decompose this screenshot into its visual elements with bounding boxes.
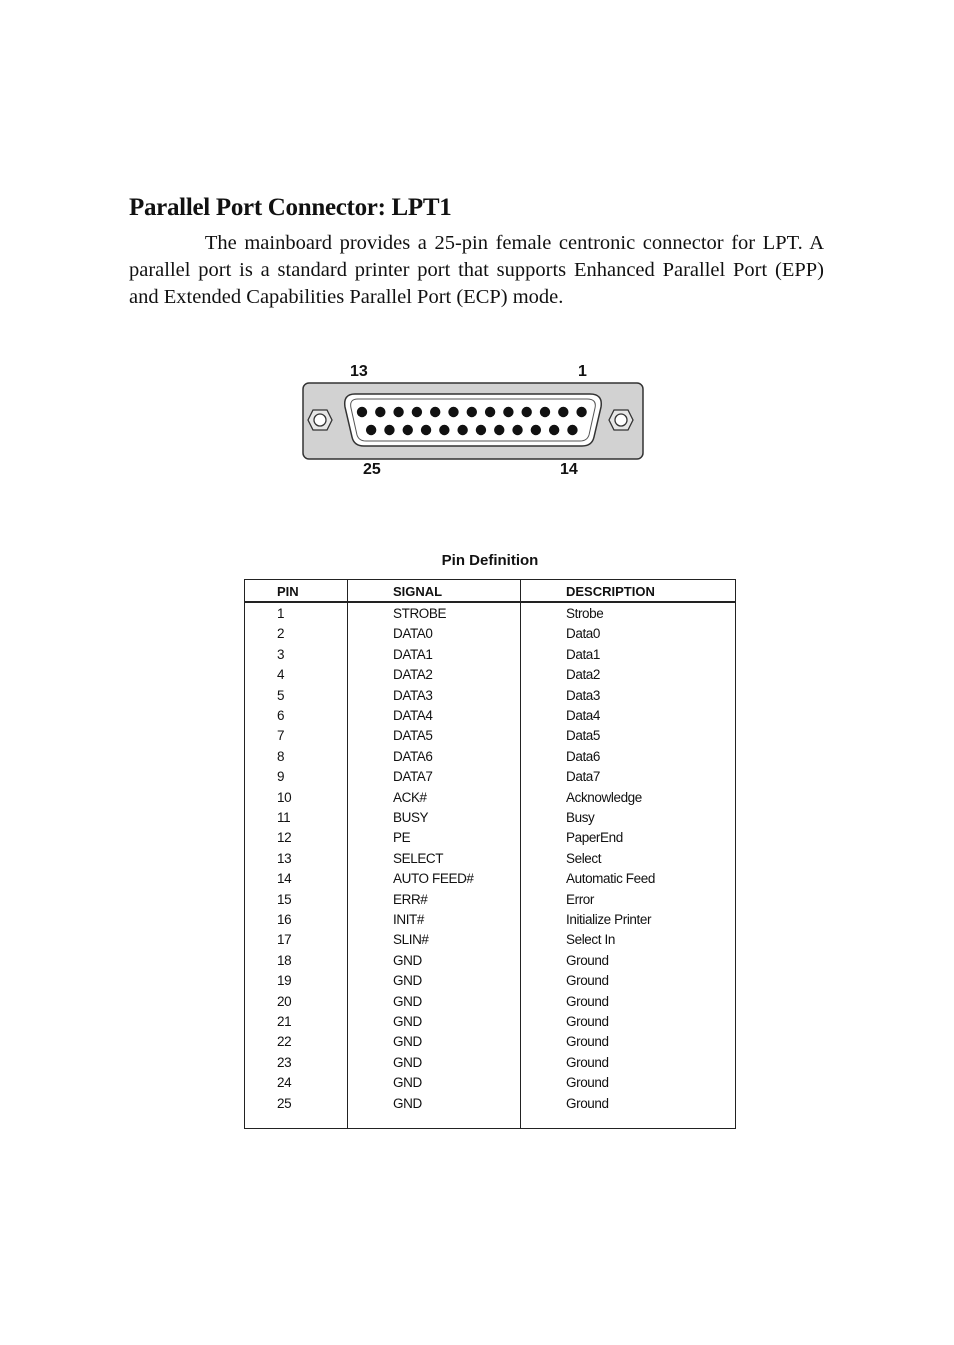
table-row bbox=[245, 790, 735, 810]
signal-description: Automatic Feed bbox=[566, 871, 655, 887]
pin-hole bbox=[522, 407, 532, 417]
pin-hole bbox=[439, 425, 449, 435]
signal-description: Error bbox=[566, 891, 594, 907]
signal-name: DATA5 bbox=[393, 728, 433, 744]
pin-hole bbox=[430, 407, 440, 417]
pin-hole bbox=[412, 407, 422, 417]
header-signal: SIGNAL bbox=[393, 584, 443, 599]
table-row bbox=[245, 1096, 735, 1116]
signal-description: Select bbox=[566, 850, 602, 866]
signal-name: BUSY bbox=[393, 810, 429, 825]
pin-number: 17 bbox=[277, 932, 292, 948]
pin-number: 25 bbox=[277, 1095, 292, 1111]
pin-hole bbox=[448, 407, 458, 417]
signal-description: Strobe bbox=[566, 606, 604, 621]
pin-hole bbox=[375, 407, 385, 417]
table-row bbox=[245, 647, 735, 667]
signal-name: PE bbox=[393, 830, 411, 846]
signal-description: Ground bbox=[566, 1034, 609, 1050]
pin-number: 14 bbox=[277, 871, 292, 887]
signal-description: Data7 bbox=[566, 769, 601, 785]
signal-name: GND bbox=[393, 973, 422, 989]
signal-name: GND bbox=[393, 1095, 422, 1111]
table-row bbox=[245, 912, 735, 932]
pin-number: 13 bbox=[277, 850, 292, 866]
signal-description: PaperEnd bbox=[566, 830, 623, 846]
table-row bbox=[245, 606, 735, 626]
signal-description: Ground bbox=[566, 993, 609, 1009]
signal-name: GND bbox=[393, 952, 422, 968]
pin-hole bbox=[540, 407, 550, 417]
signal-name: AUTO FEED# bbox=[393, 871, 474, 887]
signal-name: GND bbox=[393, 1014, 422, 1029]
pin-hole bbox=[357, 407, 367, 417]
pin-number: 9 bbox=[277, 769, 285, 785]
signal-name: SELECT bbox=[393, 850, 444, 866]
pin-number: 11 bbox=[277, 810, 291, 825]
pin-number: 20 bbox=[277, 993, 292, 1009]
pin-hole bbox=[567, 425, 577, 435]
header-description: DESCRIPTION bbox=[566, 584, 655, 599]
table-title: Pin Definition bbox=[441, 552, 539, 569]
signal-name: SLIN# bbox=[393, 932, 429, 948]
signal-description: Ground bbox=[566, 1014, 609, 1029]
signal-description: Initialize Printer bbox=[566, 912, 652, 927]
table-row bbox=[245, 810, 735, 830]
signal-name: DATA6 bbox=[393, 748, 433, 764]
table-row bbox=[245, 1055, 735, 1075]
pin-number: 5 bbox=[277, 687, 285, 703]
pin-hole bbox=[467, 407, 477, 417]
table-row bbox=[245, 994, 735, 1014]
intro-paragraph: The mainboard provides a 25-pin female centronic connector for LPT. A parallel port is a standard printer port that supports Enhanced Parallel Port (EPP) and Extended Capabilities Parallel Port (ECP) mode. bbox=[129, 232, 824, 308]
signal-name: STROBE bbox=[393, 606, 447, 621]
table-header-row bbox=[245, 580, 735, 603]
pin-hole bbox=[503, 407, 513, 417]
pin-hole bbox=[384, 425, 394, 435]
table-row bbox=[245, 892, 735, 912]
signal-description: Ground bbox=[566, 973, 609, 989]
table-row bbox=[245, 973, 735, 993]
pin-hole bbox=[421, 425, 431, 435]
signal-name: DATA1 bbox=[393, 646, 433, 662]
pin-hole bbox=[457, 425, 467, 435]
signal-name: DATA3 bbox=[393, 687, 433, 703]
pin-hole bbox=[485, 407, 495, 417]
signal-description: Data4 bbox=[566, 708, 601, 723]
pin-hole bbox=[476, 425, 486, 435]
table-row bbox=[245, 953, 735, 973]
pin-hole bbox=[512, 425, 522, 435]
table-row bbox=[245, 932, 735, 952]
pin-number: 18 bbox=[277, 952, 292, 968]
signal-name: ACK# bbox=[393, 789, 427, 805]
table-row bbox=[245, 708, 735, 728]
table-row bbox=[245, 728, 735, 748]
pin-label-13: 13 bbox=[350, 363, 368, 380]
pin-definition-table bbox=[244, 579, 736, 1129]
lpt-connector-diagram bbox=[300, 360, 646, 485]
pin-number: 12 bbox=[277, 830, 292, 846]
pin-label-1: 1 bbox=[578, 363, 587, 380]
pin-number: 2 bbox=[277, 626, 285, 642]
signal-name: GND bbox=[393, 1034, 422, 1050]
signal-description: Ground bbox=[566, 1054, 609, 1070]
signal-name: GND bbox=[393, 1054, 422, 1070]
signal-name: ERR# bbox=[393, 891, 428, 907]
pin-hole bbox=[558, 407, 568, 417]
pin-hole bbox=[403, 425, 413, 435]
signal-description: Data0 bbox=[566, 626, 601, 642]
table-row bbox=[245, 851, 735, 871]
signal-name: DATA2 bbox=[393, 667, 433, 683]
pin-number: 4 bbox=[277, 667, 285, 683]
signal-description: Select In bbox=[566, 932, 615, 948]
pin-number: 10 bbox=[277, 789, 292, 805]
signal-description: Data6 bbox=[566, 748, 601, 764]
pin-hole bbox=[549, 425, 559, 435]
pin-number: 21 bbox=[277, 1014, 292, 1029]
pin-number: 16 bbox=[277, 912, 292, 927]
table-row bbox=[245, 626, 735, 646]
pin-hole bbox=[576, 407, 586, 417]
signal-description: Acknowledge bbox=[566, 789, 642, 805]
pin-number: 15 bbox=[277, 891, 292, 907]
header-pin: PIN bbox=[277, 584, 299, 599]
signal-description: Data5 bbox=[566, 728, 601, 744]
table-row bbox=[245, 1034, 735, 1054]
connector-shell bbox=[300, 380, 646, 485]
pin-label-14: 14 bbox=[560, 461, 578, 478]
table-row bbox=[245, 871, 735, 891]
table-row bbox=[245, 769, 735, 789]
table-row bbox=[245, 749, 735, 769]
pin-number: 23 bbox=[277, 1054, 292, 1070]
signal-description: Ground bbox=[566, 1095, 609, 1111]
page-title: Parallel Port Connector: LPT1 bbox=[129, 194, 452, 221]
table-row bbox=[245, 1014, 735, 1034]
signal-description: Busy bbox=[566, 810, 595, 825]
pin-hole bbox=[531, 425, 541, 435]
pin-number: 24 bbox=[277, 1075, 292, 1091]
signal-name: GND bbox=[393, 1075, 422, 1091]
pin-number: 6 bbox=[277, 708, 285, 723]
table-row bbox=[245, 667, 735, 687]
pin-hole bbox=[494, 425, 504, 435]
signal-name: DATA0 bbox=[393, 626, 433, 642]
signal-name: DATA4 bbox=[393, 708, 433, 723]
pin-hole bbox=[366, 425, 376, 435]
signal-name: GND bbox=[393, 993, 422, 1009]
signal-description: Data3 bbox=[566, 687, 601, 703]
signal-name: INIT# bbox=[393, 912, 425, 927]
signal-description: Data2 bbox=[566, 667, 601, 683]
d-sub-socket bbox=[345, 394, 602, 446]
pin-number: 1 bbox=[277, 606, 285, 621]
signal-description: Data1 bbox=[566, 646, 601, 662]
signal-description: Ground bbox=[566, 952, 609, 968]
signal-name: DATA7 bbox=[393, 769, 433, 785]
table-row bbox=[245, 1075, 735, 1095]
table-row bbox=[245, 830, 735, 850]
table-row bbox=[245, 688, 735, 708]
pin-number: 22 bbox=[277, 1034, 292, 1050]
pin-label-25: 25 bbox=[363, 461, 381, 478]
signal-description: Ground bbox=[566, 1075, 609, 1091]
pin-hole bbox=[393, 407, 403, 417]
pin-number: 3 bbox=[277, 646, 285, 662]
pin-number: 8 bbox=[277, 748, 285, 764]
pin-number: 7 bbox=[277, 728, 285, 744]
pin-number: 19 bbox=[277, 973, 292, 989]
